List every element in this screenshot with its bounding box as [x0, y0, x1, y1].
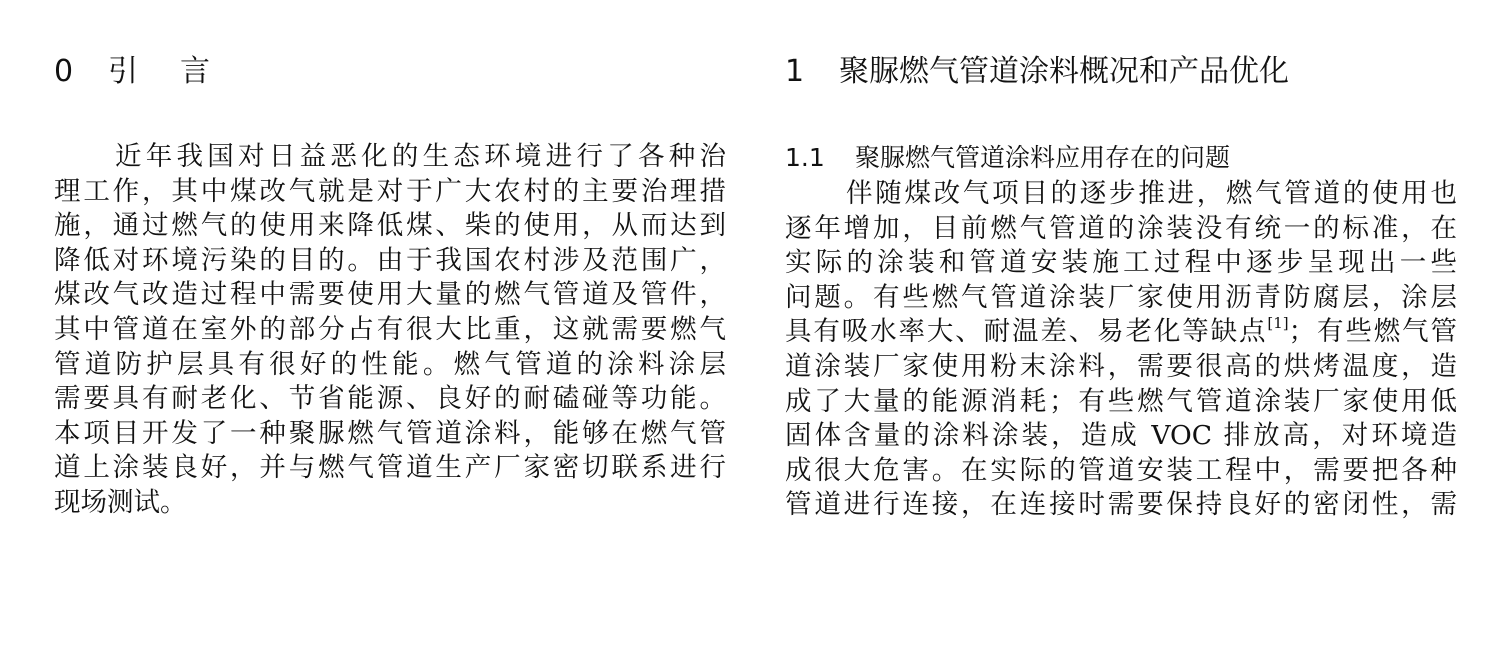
paragraph-line: 煤改气改造过程中需要使用大量的燃气管道及管件， [54, 279, 726, 311]
section-heading-introduction [54, 52, 210, 92]
paragraph-line: 现场测试。 [54, 486, 187, 518]
paragraph-line: 理工作，其中煤改气就是对于广大农村的主要治理措 [54, 175, 726, 207]
paragraph-line: 需要具有耐老化、节省能源、良好的耐磕碰等功能。 [54, 383, 726, 415]
paragraph-line: 逐年增加，目前燃气管道的涂装没有统一的标准，在 [785, 212, 1457, 244]
introduction-paragraph [54, 140, 726, 521]
paragraph-line: 实际的涂装和管道安装施工过程中逐步呈现出一些 [785, 247, 1457, 279]
paragraph-line: 近年我国对日益恶化的生态环境进行了各种治 [115, 141, 726, 172]
section-number: 0 [54, 54, 74, 89]
paragraph-line-with-citation [785, 315, 1457, 350]
paragraph-line: 本项目开发了一种聚脲燃气管道涂料，能够在燃气管 [54, 417, 726, 449]
subsection-heading [785, 140, 1230, 176]
line-text-before-citation: 具有吸水率大、耐温差、易老化等缺点 [785, 316, 1268, 348]
citation-ref: [1] [1267, 314, 1289, 333]
section-number: 1 [785, 54, 805, 89]
paragraph-line: 道涂装厂家使用粉末涂料，需要很高的烘烤温度，造 [785, 350, 1457, 382]
section-title-char-1: 引 [108, 54, 138, 89]
section-title: 聚脲燃气管道涂料概况和产品优化 [839, 54, 1289, 89]
paragraph-line: 管道防护层具有很好的性能。燃气管道的涂料涂层 [54, 348, 726, 380]
paragraph-line: 伴随煤改气项目的逐步推进，燃气管道的使用也 [846, 178, 1457, 209]
subsection-title: 聚脲燃气管道涂料应用存在的问题 [855, 143, 1231, 172]
paragraph-line: 固体含量的涂料涂装，造成 VOC 排放高，对环境造 [785, 420, 1457, 452]
section-heading-overview [785, 52, 1289, 92]
section-title-char-2: 言 [180, 54, 210, 89]
paragraph-line: 施，通过燃气的使用来降低煤、柴的使用，从而达到 [54, 210, 726, 242]
paragraph-line: 问题。有些燃气管道涂装厂家使用沥青防腐层，涂层 [785, 281, 1457, 313]
paragraph-line: 道上涂装良好，并与燃气管道生产厂家密切联系进行 [54, 452, 726, 484]
subsection-number: 1.1 [785, 143, 825, 172]
paragraph-line: 成很大危害。在实际的管道安装工程中，需要把各种 [785, 454, 1457, 486]
paragraph-line: 降低对环境污染的目的。由于我国农村涉及范围广， [54, 244, 726, 276]
line-text-after-citation: ；有些燃气管 [1288, 316, 1457, 348]
paragraph-line: 其中管道在室外的部分占有很大比重，这就需要燃气 [54, 313, 726, 345]
problems-paragraph [785, 177, 1457, 523]
paragraph-line: 成了大量的能源消耗；有些燃气管道涂装厂家使用低 [785, 385, 1457, 417]
paragraph-line: 管道进行连接，在连接时需要保持良好的密闭性，需 [785, 489, 1457, 521]
